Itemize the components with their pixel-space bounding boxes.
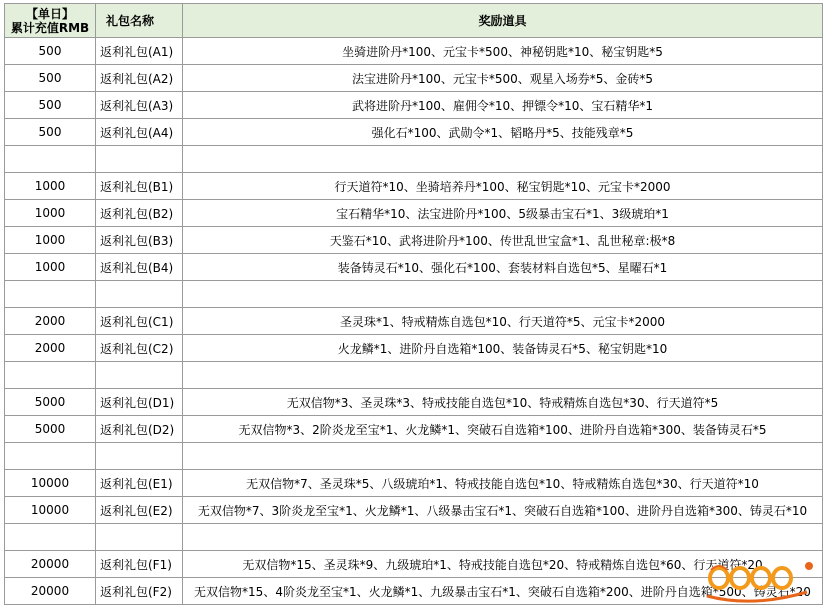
recharge-amount-cell: 1000 [5, 200, 96, 227]
table-row [5, 470, 823, 497]
table-row [5, 551, 823, 578]
table-row [5, 200, 823, 227]
package-name-cell: 返利礼包(E2) [96, 497, 183, 524]
table-row [5, 389, 823, 416]
package-name-cell: 返利礼包(B4) [96, 254, 183, 281]
recharge-amount-cell: 500 [5, 38, 96, 65]
reward-items-cell: 宝石精华*10、法宝进阶丹*100、5级暴击宝石*1、3级琥珀*1 [183, 200, 823, 227]
header-row [5, 4, 823, 38]
recharge-amount-cell: 20000 [5, 551, 96, 578]
reward-items-cell: 强化石*100、武勋令*1、韬略丹*5、技能残章*5 [183, 119, 823, 146]
reward-items-cell: 无双信物*7、3阶炎龙至宝*1、火龙鳞*1、八级暴击宝石*1、突破石自选箱*100、进阶丹自选箱*300、铸灵石*10 [183, 497, 823, 524]
reward-items-cell [183, 281, 823, 308]
recharge-amount-cell [5, 524, 96, 551]
recharge-amount-cell: 5000 [5, 416, 96, 443]
table-row [5, 497, 823, 524]
package-name-cell: 返利礼包(B1) [96, 173, 183, 200]
package-name-cell [96, 146, 183, 173]
recharge-amount-cell: 2000 [5, 335, 96, 362]
table-header [5, 4, 823, 38]
reward-items-cell: 天鉴石*10、武将进阶丹*100、传世乱世宝盒*1、乱世秘章:极*8 [183, 227, 823, 254]
package-name-cell: 返利礼包(A4) [96, 119, 183, 146]
header-package-name: 礼包名称 [96, 4, 183, 38]
reward-items-cell [183, 362, 823, 389]
reward-items-cell: 无双信物*15、4阶炎龙至宝*1、火龙鳞*1、九级暴击宝石*1、突破石自选箱*200、进阶丹自选箱*500、铸灵石*20 [183, 578, 823, 605]
table-row [5, 227, 823, 254]
reward-items-cell: 火龙鳞*1、进阶丹自选箱*100、装备铸灵石*5、秘宝钥匙*10 [183, 335, 823, 362]
header-amount-line1: 【单日】 [25, 6, 74, 21]
reward-items-cell: 装备铸灵石*10、强化石*100、套装材料自选包*5、星曜石*1 [183, 254, 823, 281]
logo-8090-digits [707, 562, 813, 601]
reward-items-cell: 无双信物*3、圣灵珠*3、特戒技能自选包*10、特戒精炼自选包*30、行天道符*5 [183, 389, 823, 416]
reward-items-cell: 武将进阶丹*100、雇佣令*10、押镖令*10、宝石精华*1 [183, 92, 823, 119]
package-name-cell: 返利礼包(A3) [96, 92, 183, 119]
header-recharge-amount [5, 4, 96, 38]
package-name-cell [96, 281, 183, 308]
package-name-cell: 返利礼包(F1) [96, 551, 183, 578]
reward-items-cell: 行天道符*10、坐骑培养丹*100、秘宝钥匙*10、元宝卡*2000 [183, 173, 823, 200]
package-name-cell [96, 524, 183, 551]
table-row [5, 335, 823, 362]
spacer-row [5, 443, 823, 470]
package-name-cell: 返利礼包(A2) [96, 65, 183, 92]
recharge-amount-cell [5, 281, 96, 308]
package-name-cell: 返利礼包(B3) [96, 227, 183, 254]
package-name-cell: 返利礼包(F2) [96, 578, 183, 605]
recharge-amount-cell: 500 [5, 65, 96, 92]
recharge-amount-cell: 1000 [5, 173, 96, 200]
header-rewards: 奖励道具 [183, 4, 823, 38]
reward-items-cell: 坐骑进阶丹*100、元宝卡*500、神秘钥匙*10、秘宝钥匙*5 [183, 38, 823, 65]
recharge-amount-cell: 1000 [5, 254, 96, 281]
table-row [5, 173, 823, 200]
recharge-amount-cell: 1000 [5, 227, 96, 254]
package-name-cell [96, 443, 183, 470]
table-row [5, 92, 823, 119]
recharge-amount-cell [5, 362, 96, 389]
package-name-cell: 返利礼包(D2) [96, 416, 183, 443]
recharge-amount-cell [5, 146, 96, 173]
reward-items-cell: 无双信物*15、圣灵珠*9、九级琥珀*1、特戒技能自选包*20、特戒精炼自选包*60、行天道符*20 [183, 551, 823, 578]
package-name-cell: 返利礼包(C1) [96, 308, 183, 335]
table-row [5, 119, 823, 146]
table-row [5, 65, 823, 92]
rewards-table [4, 3, 823, 605]
recharge-amount-cell: 500 [5, 92, 96, 119]
header-amount-line2: 累计充值RMB [10, 20, 90, 35]
recharge-amount-cell: 20000 [5, 578, 96, 605]
table-row [5, 416, 823, 443]
site-logo-watermark [703, 556, 819, 608]
reward-items-cell: 法宝进阶丹*100、元宝卡*500、观星入场券*5、金砖*5 [183, 65, 823, 92]
reward-items-cell: 无双信物*7、圣灵珠*5、八级琥珀*1、特戒技能自选包*10、特戒精炼自选包*30、行天道符*10 [183, 470, 823, 497]
recharge-amount-cell: 2000 [5, 308, 96, 335]
table-body [5, 38, 823, 605]
spacer-row [5, 281, 823, 308]
table-row [5, 308, 823, 335]
table-row [5, 38, 823, 65]
recharge-amount-cell: 500 [5, 119, 96, 146]
package-name-cell: 返利礼包(B2) [96, 200, 183, 227]
reward-items-cell [183, 443, 823, 470]
package-name-cell: 返利礼包(E1) [96, 470, 183, 497]
recharge-amount-cell: 5000 [5, 389, 96, 416]
table-row [5, 578, 823, 605]
package-name-cell: 返利礼包(C2) [96, 335, 183, 362]
reward-items-cell: 圣灵珠*1、特戒精炼自选包*10、行天道符*5、元宝卡*2000 [183, 308, 823, 335]
package-name-cell: 返利礼包(A1) [96, 38, 183, 65]
recharge-amount-cell [5, 443, 96, 470]
table-row [5, 254, 823, 281]
recharge-amount-cell: 10000 [5, 470, 96, 497]
spacer-row [5, 362, 823, 389]
reward-items-cell [183, 524, 823, 551]
spacer-row [5, 524, 823, 551]
reward-items-cell [183, 146, 823, 173]
spacer-row [5, 146, 823, 173]
package-name-cell: 返利礼包(D1) [96, 389, 183, 416]
package-name-cell [96, 362, 183, 389]
reward-items-cell: 无双信物*3、2阶炎龙至宝*1、火龙鳞*1、突破石自选箱*100、进阶丹自选箱*300、装备铸灵石*5 [183, 416, 823, 443]
recharge-amount-cell: 10000 [5, 497, 96, 524]
